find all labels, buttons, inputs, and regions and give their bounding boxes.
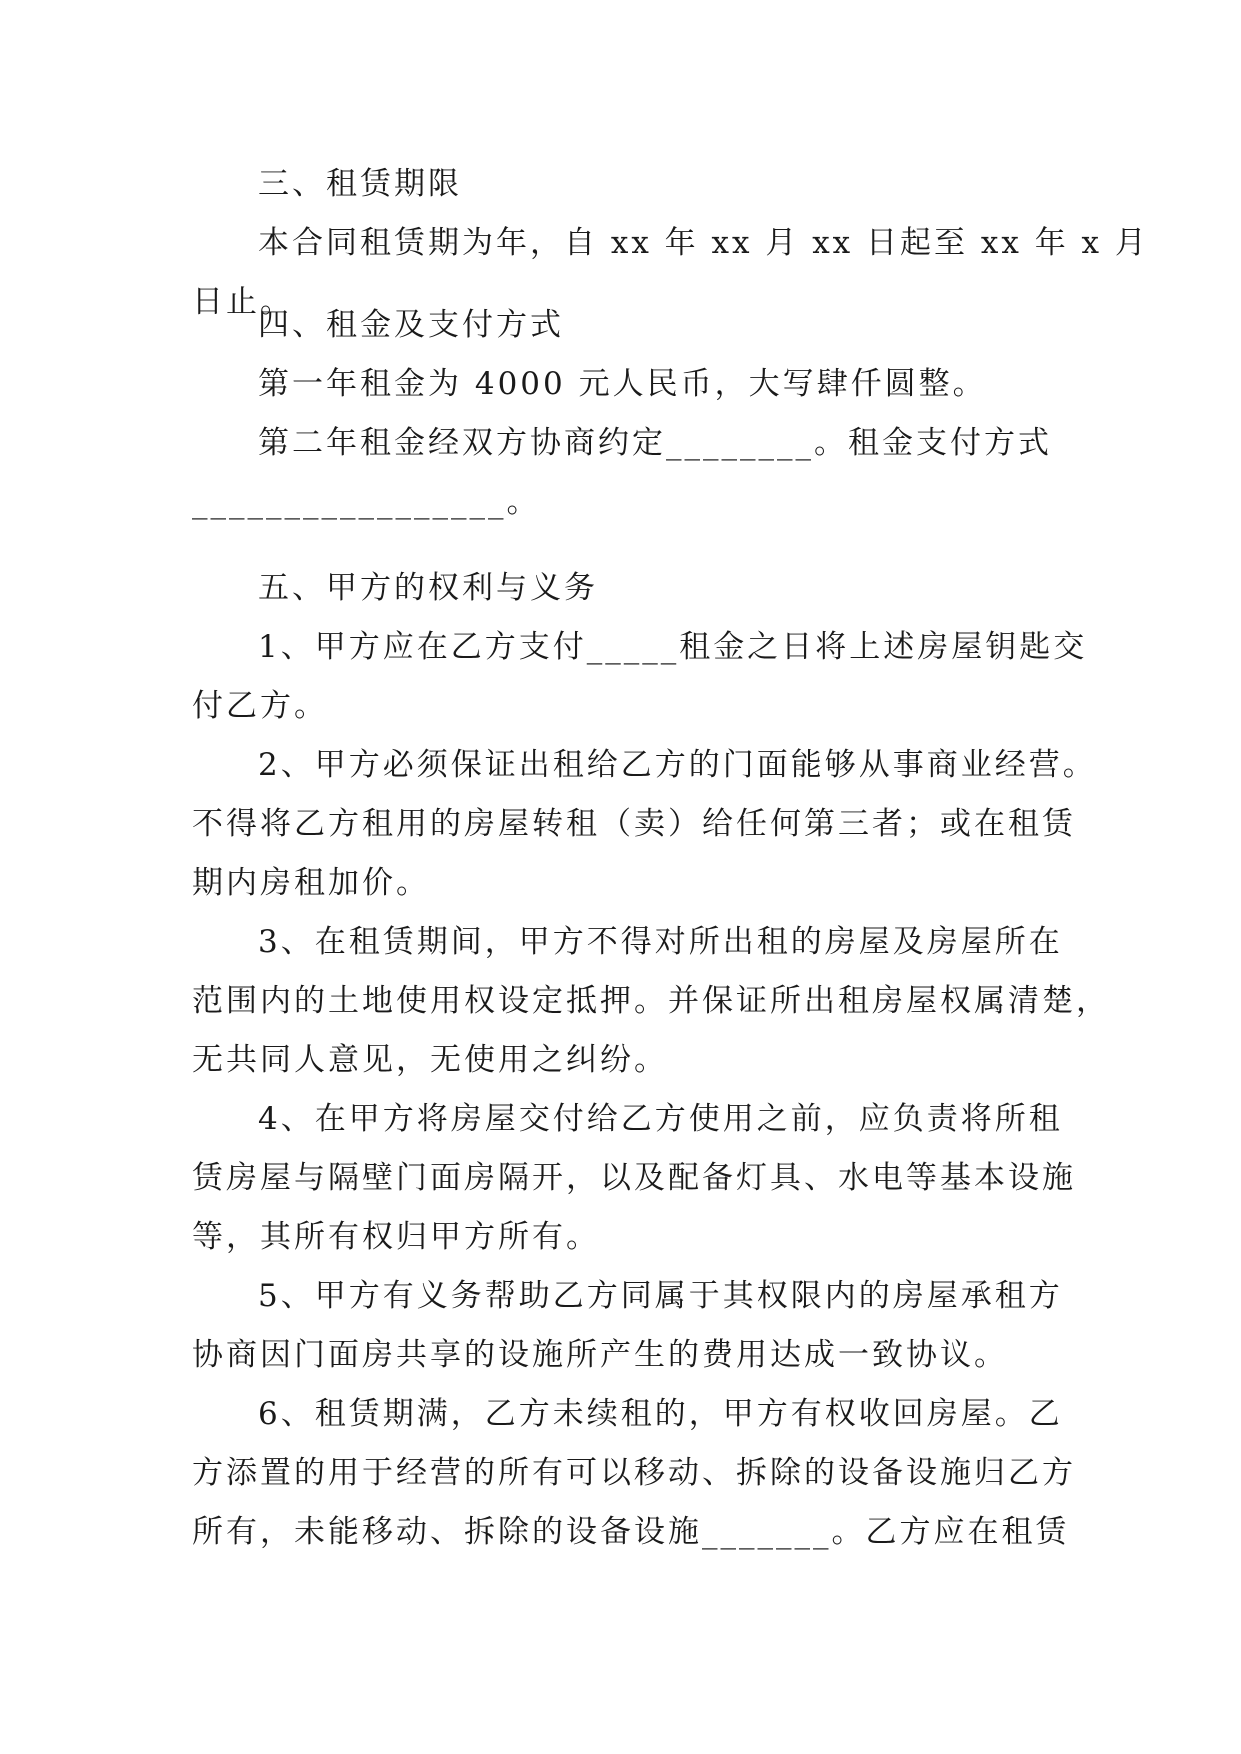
section-4-block <box>192 296 1052 532</box>
paragraph-line: 日止。 <box>192 284 294 320</box>
paragraph-line: 3、在租赁期间，甲方不得对所出租的房屋及房屋所在 <box>258 924 1063 960</box>
paragraph-line: 方添置的用于经营的所有可以移动、拆除的设备设施归乙方 <box>192 1455 1076 1491</box>
paragraph-line: _________________。 <box>192 484 541 520</box>
paragraph-line: 2、甲方必须保证出租给乙方的门面能够从事商业经营。 <box>258 747 1097 783</box>
section-heading: 五、甲方的权利与义务 <box>258 570 598 606</box>
paragraph-line: 1、甲方应在乙方支付_____租金之日将上述房屋钥匙交 <box>258 629 1088 665</box>
paragraph-line: 付乙方。 <box>192 688 328 724</box>
paragraph-line: 6、租赁期满，乙方未续租的，甲方有权收回房屋。乙 <box>258 1396 1063 1432</box>
paragraph-line: 第二年租金经双方协商约定________。租金支付方式 <box>258 425 1052 461</box>
paragraph-line: 所有，未能移动、拆除的设备设施_______。乙方应在租赁 <box>192 1514 1070 1550</box>
section-heading: 四、租金及支付方式 <box>258 307 564 343</box>
paragraph-line: 第一年租金为 4000 元人民币，大写肆仟圆整。 <box>258 366 987 402</box>
paragraph-line: 本合同租赁期为年，自 xx 年 xx 月 xx 日起至 xx 年 x 月 <box>258 225 1149 261</box>
paragraph-line: 范围内的土地使用权设定抵押。并保证所出租房屋权属清楚， <box>192 983 1110 1019</box>
section-5-block <box>192 559 1110 1562</box>
paragraph-line: 协商因门面房共享的设施所产生的费用达成一致协议。 <box>192 1337 1008 1373</box>
paragraph-line: 无共同人意见，无使用之纠纷。 <box>192 1042 668 1078</box>
section-heading: 三、租赁期限 <box>258 166 462 202</box>
paragraph-line: 5、甲方有义务帮助乙方同属于其权限内的房屋承租方 <box>258 1278 1063 1314</box>
paragraph-line: 期内房租加价。 <box>192 865 430 901</box>
paragraph-line: 等，其所有权归甲方所有。 <box>192 1219 600 1255</box>
paragraph-line: 赁房屋与隔壁门面房隔开，以及配备灯具、水电等基本设施 <box>192 1160 1076 1196</box>
paragraph-line: 4、在甲方将房屋交付给乙方使用之前，应负责将所租 <box>258 1101 1063 1137</box>
paragraph-line: 不得将乙方租用的房屋转租（卖）给任何第三者；或在租赁 <box>192 806 1076 842</box>
